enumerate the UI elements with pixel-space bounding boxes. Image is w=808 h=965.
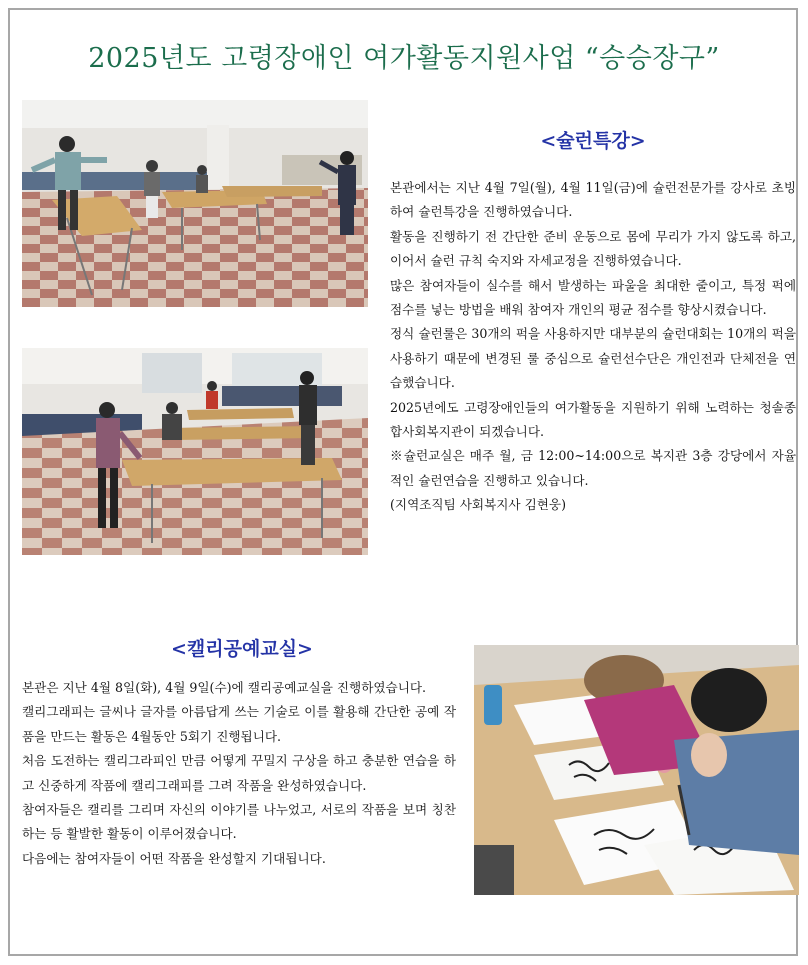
shuffle-heading: <슐런특강> bbox=[540, 130, 646, 152]
shuffleboard-photo-1 bbox=[22, 100, 368, 307]
calligraphy-paragraph-2: 캘리그래피는 글씨나 글자를 아름답게 쓰는 기술로 이를 활용해 간단한 공예 작품을 만드는 활동은 4월동안 5회기 진행됩니다. bbox=[22, 704, 456, 744]
calligraphy-body bbox=[22, 676, 456, 871]
calligraphy-paragraph-4: 참여자들은 캘리를 그리며 자신의 이야기를 나누었고, 서로의 작품을 보며 칭찬하는 등 활발한 활동이 이루어졌습니다. bbox=[22, 802, 456, 842]
shuffle-paragraph-4: 정식 슐런룰은 30개의 퍽을 사용하지만 대부분의 슐런대회는 10개의 퍽을 사용하기 때문에 변경된 룰 중심으로 슐런선수단은 개인전과 단체전을 연습했습니다. bbox=[390, 326, 796, 391]
shuffleboard-photo-2 bbox=[22, 348, 368, 555]
shuffle-signature: (지역조직팀 사회복지사 김현웅) bbox=[390, 497, 566, 513]
calligraphy-photo bbox=[474, 645, 799, 895]
shuffle-paragraph-6: ※슐런교실은 매주 월, 금 12:00~14:00으로 복지관 3층 강당에서 자율적인 슐런연습을 진행하고 있습니다. bbox=[390, 448, 796, 488]
shuffle-paragraph-3: 많은 참여자들이 실수를 해서 발생하는 파울을 최대한 줄이고, 특정 퍽에 점수를 넣는 방법을 배워 참여자 개인의 평균 점수를 향상시켰습니다. bbox=[390, 277, 796, 318]
shuffle-paragraph-1: 본관에서는 지난 4월 7일(월), 4월 11일(금)에 슐런전문가를 강사로 초빙하여 슐런특강을 진행하였습니다. bbox=[390, 180, 796, 220]
calligraphy-paragraph-1: 본관은 지난 4월 8일(화), 4월 9일(수)에 캘리공예교실을 진행하였습니다. bbox=[22, 680, 427, 695]
shuffle-paragraph-2: 활동을 진행하기 전 간단한 준비 운동으로 몸에 무리가 가지 않도록 하고, 이어서 슐런 규칙 숙지와 자세교정을 진행하였습니다. bbox=[390, 228, 796, 269]
shuffle-body bbox=[390, 176, 796, 518]
calligraphy-paragraph-3: 처음 도전하는 캘리그라피인 만큼 어떻게 꾸밀지 구상을 하고 충분한 연습을 하고 신중하게 작품에 캘리그래피를 그려 작품을 완성하였습니다. bbox=[22, 753, 456, 793]
page-title: 2025년도 고령장애인 여가활동지원사업 “승승장구” bbox=[88, 43, 720, 74]
shuffle-paragraph-5: 2025년에도 고령장애인들의 여가활동을 지원하기 위해 노력하는 청솔종합사회복지관이 되겠습니다. bbox=[390, 399, 796, 440]
calligraphy-heading: <캘리공예교실> bbox=[171, 638, 313, 660]
calligraphy-paragraph-5: 다음에는 참여자들이 어떤 작품을 완성할지 기대됩니다. bbox=[22, 850, 326, 866]
